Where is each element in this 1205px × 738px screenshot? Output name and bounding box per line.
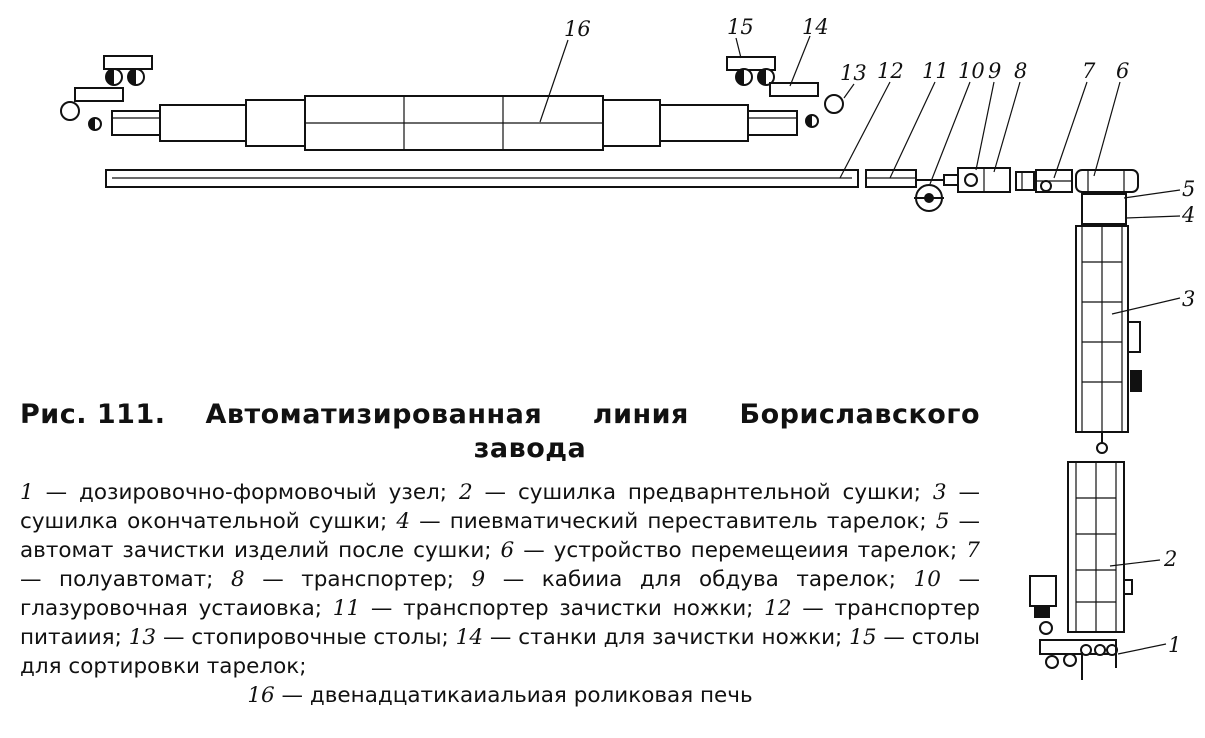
legend-item: 1 — дозировочно-формовочый узел; xyxy=(20,480,448,505)
figure-title: Автоматизированная линия Бориславского xyxy=(205,399,980,430)
legend-item: 15 — столы для сортировки тарелок; xyxy=(20,625,980,679)
legend-item-number: 11 xyxy=(332,596,361,621)
legend-item: 5 — автомат зачистки изделий после сушки; xyxy=(20,509,980,563)
legend-item-text: транспортер; xyxy=(301,567,454,592)
roller-kiln-16 xyxy=(112,96,797,150)
legend-item: 16 — двенадцатикаиальиая роликовая печь xyxy=(247,683,753,708)
conveyor-8 xyxy=(1016,172,1034,190)
label-16: 16 xyxy=(564,17,591,41)
stem-cleaning-conveyor-11 xyxy=(866,170,916,187)
legend-item-text: кабииа для обдува тарелок; xyxy=(541,567,897,592)
legend-item-number: 16 xyxy=(247,683,275,708)
label-3: 3 xyxy=(1182,287,1196,311)
legend-item-text: столы для сортировки тарелок; xyxy=(20,625,980,679)
legend-item-text: пиевматический переставитель тарелок; xyxy=(449,509,927,534)
label-7: 7 xyxy=(1082,59,1096,83)
legend-item: 11 — транспортер зачистки ножки; xyxy=(332,596,754,621)
label-4: 4 xyxy=(1182,203,1196,227)
legend-item-number: 14 xyxy=(455,625,484,650)
label-6: 6 xyxy=(1116,59,1130,83)
legend-item-number: 4 xyxy=(396,509,411,534)
label-5: 5 xyxy=(1182,177,1196,201)
blow-cabin-9 xyxy=(944,168,1010,192)
label-15: 15 xyxy=(727,15,754,39)
label-2: 2 xyxy=(1164,547,1178,571)
legend-item-number: 5 xyxy=(935,509,950,534)
figure-caption xyxy=(20,398,980,466)
label-10: 10 xyxy=(958,59,985,83)
legend-item: 9 — кабииа для обдува тарелок; xyxy=(471,567,897,592)
legend-item-number: 15 xyxy=(849,625,877,650)
legend-item-text: дозировочно-формовочый узел; xyxy=(79,480,448,505)
legend-item: 8 — транспортер; xyxy=(230,567,454,592)
legend-item: 3 — сушилка окончательной сушки; xyxy=(20,480,980,534)
feed-conveyor-12 xyxy=(106,170,858,187)
legend-item: 6 — устройство перемещеиия тарелок; xyxy=(500,538,958,563)
semi-automatic-7 xyxy=(1036,170,1072,192)
legend-item-number: 8 xyxy=(230,567,245,592)
legend-item-number: 1 xyxy=(20,480,34,505)
legend-item-text: автомат зачистки изделий после сушки; xyxy=(20,538,492,563)
legend-item: 14 — станки для зачистки ножки; xyxy=(455,625,843,650)
glazing-unit-10 xyxy=(914,180,944,211)
legend-item-number: 10 xyxy=(913,567,941,592)
legend-item-number: 2 xyxy=(458,480,473,505)
legend-item-number: 7 xyxy=(966,538,980,563)
legend-item-text: двенадцатикаиальиая роликовая печь xyxy=(309,683,753,708)
final-dryer-3 xyxy=(1076,226,1142,453)
legend-item-number: 9 xyxy=(471,567,486,592)
label-11: 11 xyxy=(922,59,949,83)
legend-item-text: полуавтомат; xyxy=(59,567,214,592)
figure-title-continued: завода xyxy=(473,433,587,464)
pre-dryer-2 xyxy=(1068,462,1132,632)
legend-item-text: стопировочные столы; xyxy=(191,625,449,650)
legend-item-text: сушилка окончательной сушки; xyxy=(20,509,388,534)
caption-row-1 xyxy=(20,398,980,432)
legend-item: 4 — пиевматический переставитель тарелок; xyxy=(396,509,927,534)
legend-item-text: глазуровочная устаиовка; xyxy=(20,596,323,621)
legend-item: 7 — полуавтомат; xyxy=(20,538,980,592)
legend-item-number: 3 xyxy=(932,480,947,505)
legend-item-text: транспортер питаиия; xyxy=(20,596,980,650)
legend-item: 2 — сушилка предварнтельной сушки; xyxy=(458,480,921,505)
legend-item-text: устройство перемещеиия тарелок; xyxy=(553,538,958,563)
legend-item-number: 12 xyxy=(764,596,792,621)
legend-item-text: сушилка предварнтельной сушки; xyxy=(517,480,921,505)
label-9: 9 xyxy=(988,59,1002,83)
plate-moving-device-6 xyxy=(1076,170,1138,192)
figure-legend xyxy=(20,478,980,710)
legend-item: 13 — стопировочные столы; xyxy=(128,625,449,650)
legend-item-number: 6 xyxy=(500,538,515,563)
label-8: 8 xyxy=(1014,59,1028,83)
legend-item-text: станки для зачистки ножки; xyxy=(518,625,843,650)
cleaning-automat-5 xyxy=(1082,194,1126,224)
figure-number: Рис. 111. xyxy=(20,399,166,430)
label-1: 1 xyxy=(1168,633,1182,657)
label-12: 12 xyxy=(877,59,904,83)
legend-item-number: 13 xyxy=(128,625,157,650)
legend-item-text: транспортер зачистки ножки; xyxy=(403,596,754,621)
legend-item: 10 — глазуровочная устаиовка; xyxy=(20,567,980,621)
label-14: 14 xyxy=(802,15,829,39)
label-13: 13 xyxy=(840,61,867,85)
legend-item: 12 — транспортер питаиия; xyxy=(20,596,980,650)
